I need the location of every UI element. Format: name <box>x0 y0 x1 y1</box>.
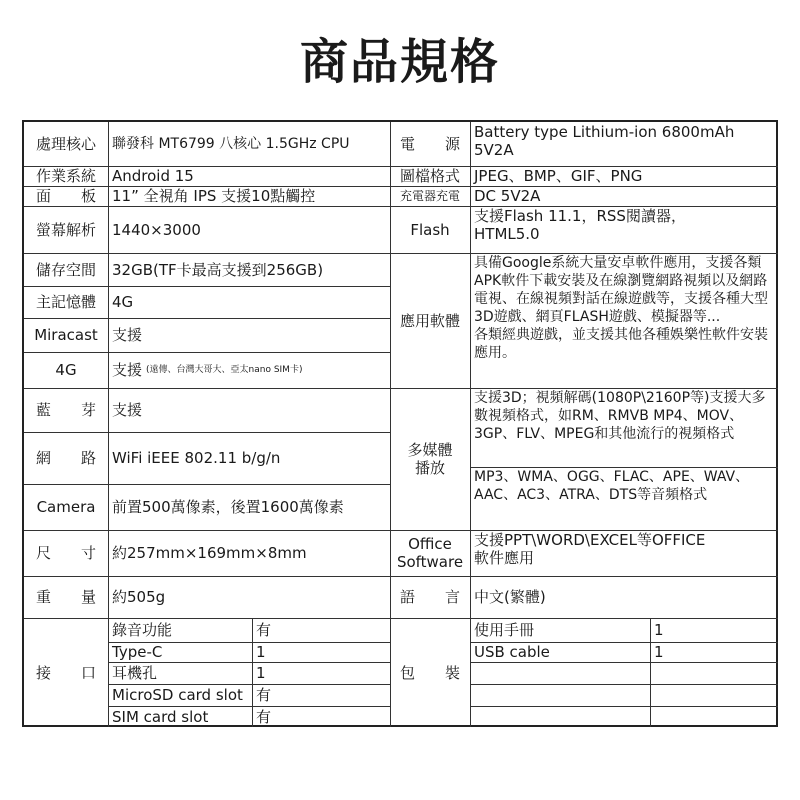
os-label: 作業系統 <box>35 167 96 185</box>
dimensions-label: 尺 寸 <box>35 544 96 562</box>
processor-label: 處理核心 <box>35 135 96 153</box>
package-item-name: USB cable <box>474 643 550 661</box>
charger-value: DC 5V2A <box>474 187 541 205</box>
os-value: Android 15 <box>112 167 194 185</box>
network-4g-label: 4G <box>55 361 77 379</box>
port-value: 有 <box>256 686 272 704</box>
weight-value: 約505g <box>112 588 166 606</box>
port-name: 耳機孔 <box>112 664 158 682</box>
office-value: 支援PPT\WORD\EXCEL等OFFICE 軟件應用 <box>474 531 706 567</box>
port-value: 1 <box>256 643 266 661</box>
processor-value: 聯發科 MT6799 八核心 1.5GHz CPU <box>112 136 350 152</box>
image-format-label: 圖檔格式 <box>399 167 460 185</box>
package-label: 包 裝 <box>399 663 460 682</box>
network-4g-value <box>108 352 390 388</box>
apps-label: 應用軟體 <box>399 311 460 330</box>
memory-label: 主記憶體 <box>35 293 96 311</box>
page-title: 商品規格 <box>299 34 500 90</box>
package-item-qty: 1 <box>654 621 664 639</box>
package-item-name <box>470 684 650 706</box>
port-name: SIM card slot <box>112 707 209 726</box>
video-formats: 支援3D；視頻解碼(1080P\2160P等)支援大多數視頻格式，如RM、RMVB MP4、MOV、3GP、FLV、MPEG和其他流行的視頻格式 <box>474 390 766 442</box>
package-item-name <box>470 706 650 727</box>
port-name: MicroSD card slot <box>112 686 243 704</box>
port-value: 有 <box>256 707 272 726</box>
power-value: Battery type Lithium-ion 6800mAh 5V2A <box>474 123 735 159</box>
port-value: 1 <box>256 664 266 682</box>
bluetooth-value: 支援 <box>112 401 143 419</box>
flash-value: 支援Flash 11.1，RSS閱讀器， HTML5.0 <box>474 207 686 243</box>
apps-value: 具備Google系統大量安卓軟件應用，支援各類APK軟件下載安裝及在線瀏覽網路視頻以及網路電視、在線視頻對話在線遊戲等，支援各種大型3D遊戲、網頁FLASH遊戲、模擬器等... 各類經典遊戲，並支援其他各種娛樂性軟件安裝應用。 <box>474 255 768 361</box>
panel-value: 11” 全視角 IPS 支援10點觸控 <box>112 187 316 205</box>
package-item-name <box>470 662 650 684</box>
resolution-label: 螢幕解析 <box>35 220 96 239</box>
network-label: 網 路 <box>35 449 96 467</box>
charger-label: 充電器充電 <box>399 189 460 203</box>
network-value: WiFi iEEE 802.11 b/g/n <box>112 449 281 467</box>
camera-label: Camera <box>36 498 96 516</box>
office-label: Office Software <box>396 535 464 571</box>
network-4g-support: 支援 <box>112 361 143 379</box>
memory-value: 4G <box>112 293 134 311</box>
spec-table <box>22 120 778 727</box>
package-item-qty <box>650 684 778 706</box>
storage-value: 32GB(TF卡最高支援到256GB) <box>112 260 324 279</box>
power-label: 電 源 <box>399 135 460 153</box>
flash-label: Flash <box>410 220 450 239</box>
resolution-value: 1440×3000 <box>112 220 201 239</box>
miracast-label: Miracast <box>34 326 98 344</box>
weight-label: 重 量 <box>35 588 96 606</box>
package-item-qty: 1 <box>654 643 664 661</box>
audio-formats: MP3、WMA、OGG、FLAC、APE、WAV、AAC、AC3、ATRA、DTS等音頻格式 <box>474 469 750 503</box>
dimensions-value: 約257mm×169mm×8mm <box>112 544 307 562</box>
port-name: Type-C <box>112 643 163 661</box>
network-4g-note: (遠傳、台灣大哥大、亞太nano SIM卡) <box>146 365 303 375</box>
ports-label: 接 口 <box>35 663 96 682</box>
package-item-qty <box>650 662 778 684</box>
miracast-value: 支援 <box>112 326 143 344</box>
panel-label: 面 板 <box>35 187 96 205</box>
language-label: 語 言 <box>399 588 460 606</box>
port-name: 錄音功能 <box>112 621 173 639</box>
language-value: 中文(繁體) <box>474 588 546 606</box>
package-item-name: 使用手冊 <box>474 621 535 639</box>
port-value: 有 <box>256 621 272 639</box>
storage-label: 儲存空間 <box>35 260 96 279</box>
bluetooth-label: 藍 芽 <box>35 401 96 419</box>
camera-value: 前置500萬像素，後置1600萬像素 <box>112 498 344 516</box>
image-format-value: JPEG、BMP、GIF、PNG <box>474 167 643 185</box>
multimedia-label: 多媒體 播放 <box>407 441 453 477</box>
package-item-qty <box>650 706 778 727</box>
